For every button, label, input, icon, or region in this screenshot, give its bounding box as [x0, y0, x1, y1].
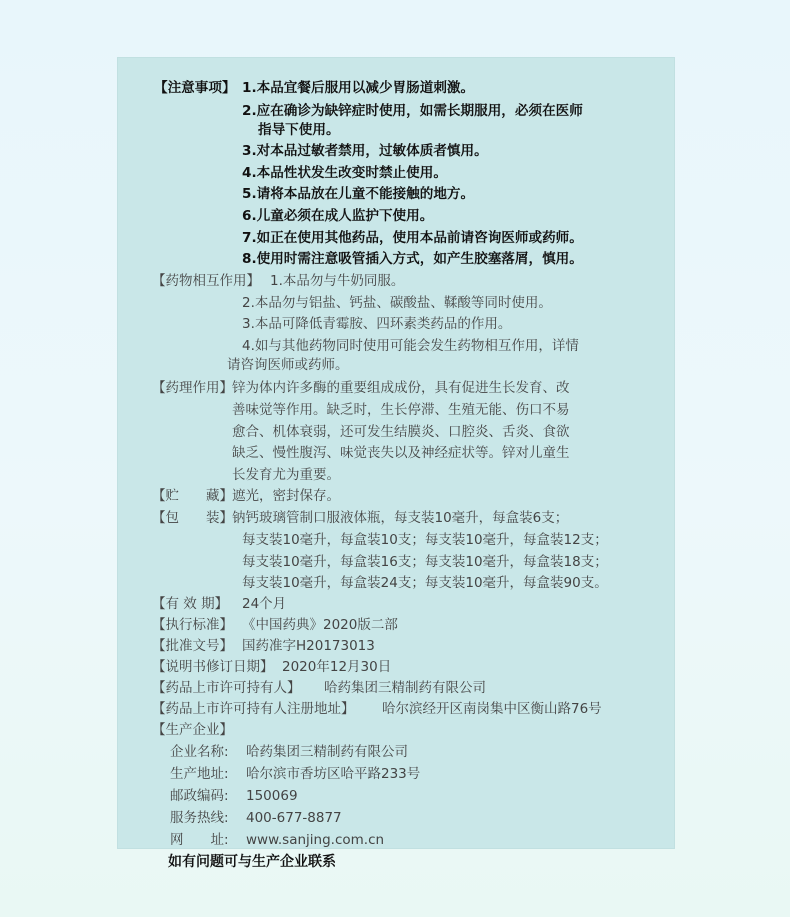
drug-leaflet: [118, 58, 674, 848]
validity-row: [118, 594, 674, 615]
precautions-label: 【注意事项】: [154, 80, 236, 96]
revision-row: [118, 657, 674, 678]
precaution-item: 3.对本品过敏者禁用，过敏体质者慎用。: [242, 143, 488, 159]
standard-value: 《中国药典》2020版二部: [242, 617, 398, 633]
packaging-row-2: [118, 530, 674, 551]
postcode-row: [118, 786, 674, 807]
precautions-row-3: [118, 120, 674, 141]
approval-row: [118, 636, 674, 657]
precautions-row-7: [118, 206, 674, 227]
pharmacology-line: 愈合、机体衰弱，还可发生结膜炎、口腔炎、舌炎、食欲: [232, 424, 570, 440]
manufacturer-address: 哈尔滨市香坊区哈平路233号: [246, 766, 421, 782]
approval-value: 国药准字H20173013: [242, 638, 375, 654]
precaution-item: 1.本品宜餐后服用以减少胃肠道刺激。: [242, 80, 475, 96]
revision-label: 【说明书修订日期】: [152, 659, 274, 675]
interaction-line: 1.本品勿与牛奶同服。: [270, 273, 405, 289]
postcode-label: 邮政编码:: [170, 788, 229, 804]
interactions-row-1: [118, 271, 674, 292]
postcode-value: 150069: [246, 788, 298, 804]
manufacturer-address-label: 生产地址:: [170, 766, 229, 782]
precautions-row-4: [118, 141, 674, 162]
precaution-item: 指导下使用。: [258, 122, 340, 138]
interaction-line: 3.本品可降低青霉胺、四环素类药品的作用。: [242, 316, 512, 332]
packaging-label: 【包 装】: [152, 510, 233, 526]
storage-label: 【贮 藏】: [152, 488, 233, 504]
hotline-label: 服务热线:: [170, 810, 229, 826]
interactions-row-5: [118, 355, 674, 376]
pharmacology-row-1: [118, 378, 674, 399]
pharmacology-line: 锌为体内许多酶的重要组成成份，具有促进生长发育、改: [232, 380, 570, 396]
precautions-row-6: [118, 184, 674, 205]
precautions-row-9: [118, 249, 674, 270]
holder-address-row: [118, 699, 674, 720]
manufacturer-name-label: 企业名称:: [170, 744, 229, 760]
manufacturer-row: [118, 720, 674, 741]
manufacturer-address-row: [118, 764, 674, 785]
validity-value: 24个月: [242, 596, 287, 612]
interaction-line: 2.本品勿与铝盐、钙盐、碳酸盐、鞣酸等同时使用。: [242, 295, 552, 311]
precautions-row-8: [118, 228, 674, 249]
approval-label: 【批准文号】: [152, 638, 233, 654]
precautions-row-5: [118, 163, 674, 184]
packaging-line: 每支装10毫升，每盒装24支；每支装10毫升，每盒装90支。: [242, 575, 608, 591]
website-label: 网 址:: [170, 832, 229, 848]
precautions-row-1: [118, 78, 674, 99]
standard-label: 【执行标准】: [152, 617, 233, 633]
precaution-item: 6.儿童必须在成人监护下使用。: [242, 208, 434, 224]
packaging-line: 钠钙玻璃管制口服液体瓶，每支装10毫升，每盒装6支；: [232, 510, 569, 526]
manufacturer-name: 哈药集团三精制药有限公司: [246, 744, 408, 760]
precaution-item: 7.如正在使用其他药品，使用本品前请咨询医师或药师。: [242, 230, 583, 246]
pharmacology-row-5: [118, 465, 674, 486]
precaution-item: 5.请将本品放在儿童不能接触的地方。: [242, 186, 475, 202]
precautions-row-2: [118, 101, 674, 122]
revision-value: 2020年12月30日: [282, 659, 392, 675]
packaging-line: 每支装10毫升，每盒装10支；每支装10毫升，每盒装12支；: [242, 532, 608, 548]
interaction-line: 请咨询医师或药师。: [227, 357, 349, 373]
packaging-row-1: [118, 508, 674, 529]
interaction-line: 4.如与其他药物同时使用可能会发生药物相互作用，详情: [242, 338, 579, 354]
packaging-row-3: [118, 552, 674, 573]
packaging-line: 每支装10毫升，每盒装16支；每支装10毫升，每盒装18支；: [242, 554, 608, 570]
pharmacology-row-4: [118, 443, 674, 464]
precaution-item: 8.使用时需注意吸管插入方式，如产生胶塞落屑，慎用。: [242, 251, 583, 267]
holder-row: [118, 678, 674, 699]
storage-row: [118, 486, 674, 507]
pharmacology-label: 【药理作用】: [152, 380, 233, 396]
pharmacology-row-2: [118, 400, 674, 421]
pharmacology-line: 长发育尤为重要。: [232, 467, 340, 483]
precaution-item: 4.本品性状发生改变时禁止使用。: [242, 165, 447, 181]
manufacturer-label: 【生产企业】: [152, 722, 233, 738]
hotline-row: [118, 808, 674, 829]
standard-row: [118, 615, 674, 636]
storage-value: 遮光，密封保存。: [232, 488, 340, 504]
manufacturer-name-row: [118, 742, 674, 763]
hotline-value: 400-677-8877: [246, 810, 342, 826]
pharmacology-line: 善味觉等作用。缺乏时，生长停滞、生殖无能、伤口不易: [232, 402, 570, 418]
packaging-row-4: [118, 573, 674, 594]
pharmacology-row-3: [118, 422, 674, 443]
website-row: [118, 830, 674, 851]
holder-address-label: 【药品上市许可持有人注册地址】: [152, 701, 355, 717]
precaution-item: 2.应在确诊为缺锌症时使用，如需长期服用，必须在医师: [242, 103, 583, 119]
interactions-row-2: [118, 293, 674, 314]
interactions-label: 【药物相互作用】: [152, 273, 260, 289]
website-value: www.sanjing.com.cn: [246, 832, 385, 848]
pharmacology-line: 缺乏、慢性腹泻、味觉丧失以及神经症状等。锌对儿童生: [232, 445, 570, 461]
validity-label: 【有 效 期】: [152, 596, 229, 612]
holder-address-value: 哈尔滨经开区南岗集中区衡山路76号: [382, 701, 602, 717]
interactions-row-4: [118, 336, 674, 357]
interactions-row-3: [118, 314, 674, 335]
footer-note: 如有问题可与生产企业联系: [168, 854, 336, 870]
holder-label: 【药品上市许可持有人】: [152, 680, 301, 696]
holder-value: 哈药集团三精制药有限公司: [324, 680, 486, 696]
